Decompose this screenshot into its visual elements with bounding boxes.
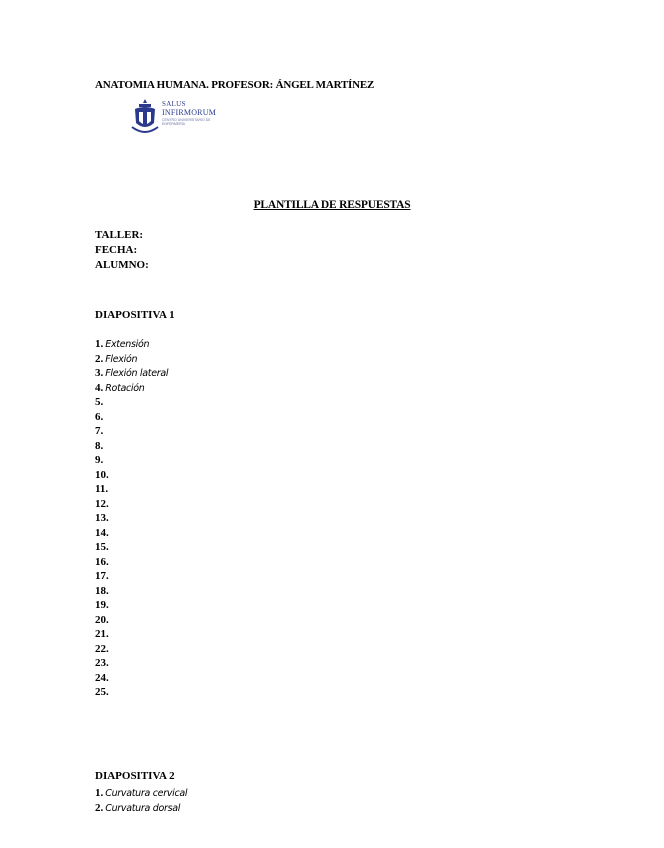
- answer-number: 22.: [95, 642, 109, 655]
- answer-number: 1.: [95, 338, 104, 350]
- answer-number: 2.: [95, 801, 104, 814]
- answer-number: 21.: [95, 628, 109, 640]
- answer-text: Curvatura cervical: [105, 788, 188, 799]
- answer-number: 3.: [95, 367, 104, 379]
- answer-number: 4.: [95, 381, 104, 394]
- answer-number: 18.: [95, 584, 109, 597]
- answer-row: [95, 381, 168, 396]
- answer-row: [95, 671, 168, 686]
- answer-number: 15.: [95, 541, 109, 553]
- answer-number: 23.: [95, 657, 109, 669]
- field-alumno: ALUMNO:: [95, 259, 149, 271]
- logo-name-line3: CENTRO UNIVERSITARIO DE ENFERMERÍA: [162, 118, 211, 126]
- answer-number: 6.: [95, 410, 104, 423]
- answer-row: [95, 468, 168, 483]
- answer-text: Curvatura dorsal: [105, 802, 181, 814]
- answer-number: 14.: [95, 526, 109, 539]
- answer-row: [95, 453, 168, 468]
- student-fields: [95, 228, 149, 273]
- answer-row: [95, 627, 168, 642]
- answer-number: 7.: [95, 425, 104, 437]
- answer-row: [95, 337, 168, 352]
- answer-row: [95, 439, 168, 454]
- field-taller: TALLER:: [95, 229, 144, 241]
- section-title-diapositiva-1: DIAPOSITIVA 1: [95, 309, 175, 321]
- answer-number: 1.: [95, 787, 104, 799]
- answer-text: Rotación: [105, 382, 145, 394]
- document-title: PLANTILLA DE RESPUESTAS: [253, 199, 411, 211]
- answer-row: [95, 685, 168, 700]
- answer-row: [95, 352, 168, 367]
- answer-number: 13.: [95, 512, 109, 524]
- answer-row: [95, 497, 168, 512]
- answer-row: [95, 482, 168, 497]
- answer-number: 24.: [95, 671, 109, 684]
- answer-number: 2.: [95, 352, 104, 365]
- crest-icon: [130, 97, 160, 135]
- answer-number: 16.: [95, 555, 109, 568]
- answer-row: [95, 569, 168, 584]
- answer-text: Flexión lateral: [105, 368, 169, 379]
- logo-name-line1: SALUS: [162, 100, 186, 108]
- answer-row: [95, 540, 168, 555]
- institution-logo: [130, 97, 220, 137]
- answer-row: [95, 801, 187, 816]
- answer-number: 12.: [95, 497, 109, 510]
- answer-row: [95, 786, 187, 801]
- answer-number: 11.: [95, 483, 109, 495]
- answer-text: Flexión: [105, 353, 138, 365]
- answer-number: 19.: [95, 599, 109, 611]
- answer-number: 9.: [95, 454, 104, 466]
- answer-row: [95, 642, 168, 657]
- answer-list-diapositiva-1: [95, 337, 168, 700]
- answer-row: [95, 598, 168, 613]
- answer-row: [95, 366, 168, 381]
- answer-number: 5.: [95, 396, 104, 408]
- answer-number: 20.: [95, 613, 109, 626]
- answer-row: [95, 613, 168, 628]
- answer-row: [95, 584, 168, 599]
- answer-row: [95, 410, 168, 425]
- field-fecha: FECHA:: [95, 244, 138, 256]
- answer-row: [95, 395, 168, 410]
- answer-number: 17.: [95, 570, 109, 582]
- answer-number: 8.: [95, 439, 104, 452]
- section-title-diapositiva-2: DIAPOSITIVA 2: [95, 770, 175, 782]
- answer-list-diapositiva-2: [95, 786, 187, 815]
- answer-row: [95, 424, 168, 439]
- answer-text: Extensión: [105, 339, 150, 350]
- logo-name-line2: INFIRMORUM: [162, 108, 217, 117]
- answer-row: [95, 555, 168, 570]
- answer-number: 10.: [95, 468, 109, 481]
- answer-row: [95, 656, 168, 671]
- answer-number: 25.: [95, 686, 109, 698]
- answer-row: [95, 511, 168, 526]
- answer-row: [95, 526, 168, 541]
- document-header: ANATOMIA HUMANA. PROFESOR: ÁNGEL MARTÍNEZ: [95, 79, 375, 91]
